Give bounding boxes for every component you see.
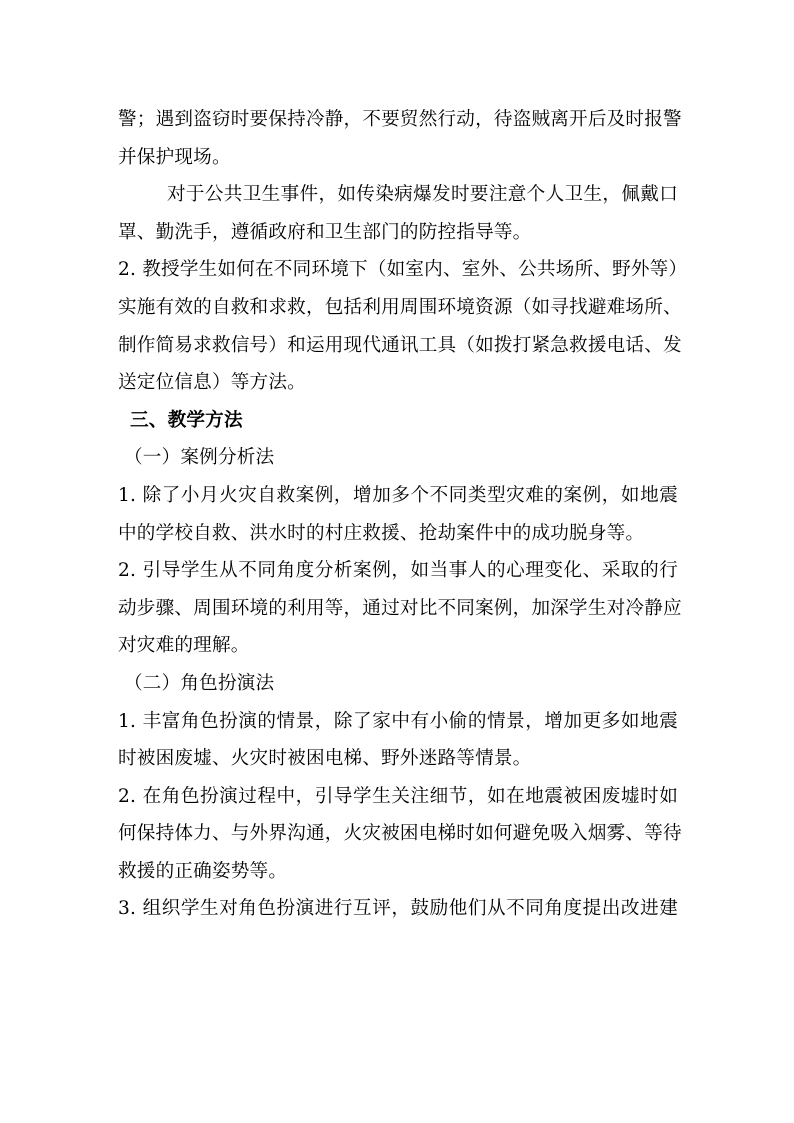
text-line-8: 送定位信息）等方法。 (118, 372, 306, 394)
text-line-19: 2. 在角色扮演过程中，引导学生关注细节，如在地震被困废墟时如 (118, 785, 678, 807)
section-heading-teaching-methods: 三、教学方法 (130, 409, 243, 431)
document-page (118, 101, 688, 928)
text-line-20: 何保持体力、与外界沟通，火灾被困电梯时如何避免吸入烟雾、等待 (118, 823, 682, 845)
text-line-21: 救援的正确姿势等。 (118, 860, 288, 882)
text-line-6: 实施有效的自救和求救，包括利用周围环境资源（如寻找避难场所、 (118, 296, 682, 318)
text-line-13: 2. 引导学生从不同角度分析案例，如当事人的心理变化、采取的行 (118, 560, 678, 582)
text-line-11: 1. 除了小月火灾自救案例，增加多个不同类型灾难的案例，如地震 (118, 484, 678, 506)
text-line-4: 罩、勤洗手，遵循政府和卫生部门的防控指导等。 (118, 221, 532, 243)
text-line-7: 制作简易求救信号）和运用现代通讯工具（如拨打紧急救援电话、发 (118, 334, 682, 356)
text-line-22: 3. 组织学生对角色扮演进行互评，鼓励他们从不同角度提出改进建 (118, 898, 678, 920)
text-line-15: 对灾难的理解。 (118, 635, 250, 657)
text-line-3: 对于公共卫生事件，如传染病爆发时要注意个人卫生，佩戴口 (167, 184, 678, 206)
text-line-5: 2. 教授学生如何在不同环境下（如室内、室外、公共场所、野外等） (118, 259, 688, 281)
subheading-case-analysis: （一）案例分析法 (124, 447, 275, 469)
text-line-17: 1. 丰富角色扮演的情景，除了家中有小偷的情景，增加更多如地震 (118, 710, 678, 732)
text-line-12: 中的学校自救、洪水时的村庄救援、抢劫案件中的成功脱身等。 (118, 522, 645, 544)
text-line-2: 并保护现场。 (118, 146, 231, 168)
subheading-role-play: （二）角色扮演法 (124, 672, 275, 694)
text-line-1: 警；遇到盗窃时要保持冷静，不要贸然行动，待盗贼离开后及时报警 (118, 109, 682, 130)
text-line-14: 动步骤、周围环境的利用等，通过对比不同案例，加深学生对冷静应 (118, 597, 682, 619)
text-line-18: 时被困废墟、火灾时被困电梯、野外迷路等情景。 (118, 748, 532, 770)
